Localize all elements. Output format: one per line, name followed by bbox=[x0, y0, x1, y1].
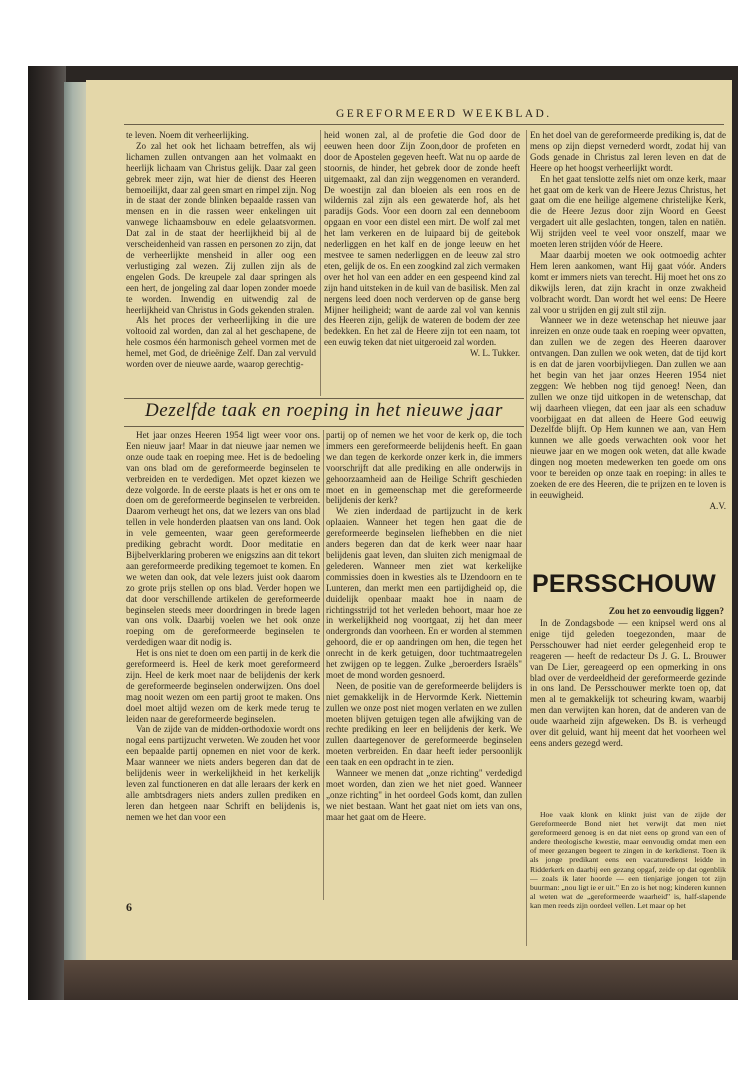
book-binding bbox=[28, 66, 66, 1000]
article-column-2 bbox=[326, 430, 522, 823]
column-rule bbox=[320, 130, 321, 396]
paragraph: En het doel van de gereformeerde prediking is, dat de mens op zijn diepst vernederd wordt, zodat hij van Gods genade in Christus zal leren leven en dat de Heere op het hoogst verheerlijkt wordt. bbox=[530, 130, 726, 173]
author-signature: W. L. Tukker. bbox=[470, 348, 520, 359]
author-signature: A.V. bbox=[709, 500, 726, 511]
paragraph: partij op of nemen we het voor de kerk op, die toch immers een gereformeerde belijdenis heeft. En gaan we dan tegen de kerkorde onzer kerk in, die immers voorschrijft dat alle prediking en alle onderwijs in gehoorzaamheid aan de Heilige Schrift geschieden moet en in gemeenschap met die gereformeerde belijdenis der kerk? bbox=[326, 430, 522, 506]
paragraph: Maar daarbij moeten we ook ootmoedig achter Hem leren aankomen, want Hij gaat vóór. Anders komt er immers niets van terecht. Hij moet het ons zo dikwijls leren, dat zijn kracht in onze zwakheid volbracht wordt. Dan wordt het wel eens: De Heere zal voor u strijden en gij zult stil zijn. bbox=[530, 249, 726, 315]
header-rule bbox=[124, 124, 724, 125]
paragraph: In de Zondagsbode — een knipsel werd ons al enige tijd geleden toegezonden, maar de Persschouwer had niet eerder gelegenheid erop te reageren — heeft de redacteur Ds J. G. L. Brouwer van De Lier, gereageerd op een opmerking in ons blad over de verdeeldheid der gereformeerde gezinde in ons land. De Persschouwer merkte toen op, dat men al te gemakkelijk tot scheuring kwam, waarbij men dan verwijten kan horen, dat de anderen van de oude waarheid zijn afgeweken. Ds B. is verheugd over dit geluid, want hij meent dat het voorheen wel eens anders gezegd werd. bbox=[530, 618, 726, 748]
paragraph: Van de zijde van de midden-orthodoxie wordt ons nogal eens partijzucht verweten. We zouden het voor een bepaalde partij opnemen en niet voor de kerk. Maar wanneer we niets anders begeren dan dat de belijdenis weer in werkelijkheid in het kerkelijk leven zal functioneren en dat alle leraars der kerk en alle ambtsdragers niets anders zullen prediken en leren dan hetgeen naar Schrift en belijdenis is, nemen we het dan voor een bbox=[126, 724, 320, 822]
page-edge-shadow bbox=[64, 960, 738, 1000]
paragraph: te leven. Noem dit verheerlijking. bbox=[126, 130, 249, 140]
persschouw-body bbox=[530, 618, 726, 749]
quote-paragraph: Hoe vaak klonk en klinkt juist van de zijde der Gereformeerde Bond niet het verwijt dat men niet gereformeerd genoeg is en dat niet eens op grond van een of andere theologische kwestie, maar eenvoudig omdat men een of meer gezangen begeert te zingen in de kerkdienst. Toen ik als jonge predikant eens een vacaturedienst leidde in Ridderkerk en daarbij een gezang opgaf, zeide op dat ogenblik — zoals ik later hoorde — een tienjarige jongen tot zijn buurman: „nou ligt ie er uit." En zo is het nog; kinderen kunnen al weten wat de „gereformeerde waarheid" is, half-slapende kan men reeds zijn oordeel vellen. Let maar op het bbox=[530, 810, 726, 910]
persschouw-quote bbox=[530, 810, 726, 910]
article-title: Dezelfde taak en roeping in het nieuwe jaar bbox=[144, 400, 504, 421]
article-column-1 bbox=[126, 430, 320, 823]
top-article-column-3 bbox=[530, 130, 726, 512]
paragraph: heid wonen zal, al de profetie die God door de eeuwen heen door Zijn Zoon,door de profeten en door de Apostelen gegeven heeft. Wat nu op aarde de stoornis, de hinder, het gebrek door de zonde heeft uitgemaakt, zal dan zijn weggenomen en veranderd. De woestijn zal dan bloeien als een roos en de wildernis zal zijn als een gewaterde hof, als het paradijs Gods. Voor een doorn zal een denneboom opgaan en voor een distel een mirt. De wolf zal met het lam verkeren en de luipaard bij de geitebok nederliggen en het kalf en de jonge leeuw en het mestvee te samen nederliggen en de leeuw zal stro eten, gelijk de os. En een zoogkind zal zich vermaken over het hol van een adder en een gespeend kind zal zijn hand uitsteken in de kuil van de basilisk. Men zal nergens leed doen noch verderven op de ganse berg Mijner heiligheid; want de aarde zal vol van kennis des Heeren zijn, gelijk de wateren de bodem der zee bedekken. En het zal de Heere zijn tot een naam, tot een euwig teken dat niet uitgeroeid zal worden. bbox=[324, 130, 520, 348]
title-rule bbox=[124, 426, 524, 427]
paragraph: We zien inderdaad de partijzucht in de kerk oplaaien. Wanneer het tegen hen gaat die de gereformeerde beginselen liefhebben en die niet anders begeren dan dat de kerk weer naar haar belijdenis gaat leven, dan sluiten zich menigmaal de gelederen. Wanneer men ziet wat kerkelijke commissies doen in kwesties als te IJzendoorn en te Lunteren, dan merkt men een partijdigheid op, die duidelijk openbaar maakt hoe in naam de richtingsstrijd tot het verleden behoort, maar hoe ze in werkelijkheid nog voortgaat, zij het dan meer ondergronds dan voorheen. En er worden al stemmen gehoord, die er op aandringen om hen, die tegen het onrecht in de kerk getuigen, door tuchtmaatregelen het zwijgen op te leggen. Zulke „beroerders Israëls" moet de mond worden gesnoerd. bbox=[326, 506, 522, 680]
paragraph: En het gaat tenslotte zelfs niet om onze kerk, maar het gaat om de kerk van de Heere Jezus Christus, het gaat om die ene heilige algemene christelijke Kerk, die de Heere Jezus door zijn Woord en Geest vergadert uit alle geslachten, tongen, talen en natiën. Wij strijden veel te veel voor onszelf, maar we moeten leren strijden vóór de Heere. bbox=[530, 173, 726, 250]
top-article-column-1 bbox=[126, 130, 316, 370]
persschouw-heading: PERSSCHOUW bbox=[532, 570, 716, 598]
paragraph: Het is ons niet te doen om een partij in de kerk die gereformeerd is. Heel de kerk moet gereformeerd zijn. Heel de kerk moet naar de belijdenis der kerk de gereformeerde beginselen onderwijzen. Ons doel mag nooit wezen om een partij groot te maken. Ons doel moet altijd wezen om de kerk mede terug te leiden naar de gereformeerde beginselen. bbox=[126, 648, 320, 724]
top-article-column-2 bbox=[324, 130, 520, 359]
paragraph: Als het proces der verheerlijking in die ure voltooid zal worden, dan zal al het geschapene, de hele cosmos één harmonisch geheel vormen met de hemel, met God, de drieënige Zelf. Dan zal vervuld worden over de nieuwe aarde, waarop gerechtig- bbox=[126, 315, 316, 370]
paragraph: Wanneer we in deze wetenschap het nieuwe jaar inreizen en onze oude taak en roeping weer opvatten, dan zullen we de zegen des Heeren daarover ontvangen. Dan zullen we ook weten, dat de tijd kort is en dat de jaren voorbijvliegen. Dan zullen we aan het begin van het jaar onzes Heeren 1954 niet zeggen: We hebben nog tijd genoeg! Neen, dan zullen we onze tijd uitkopen in de wetenschap, dat wij daarheen vliegen, dat een jaar als een schaduw voorbijgaat en dat alleen de Heere God eeuwig Dezelfde blijft. Op Hem kunnen we aan, van Hem kunnen we alle goeds verwachten ook voor het nieuwe jaar en we mogen ook weten, dat alle kwade dingen nog moeten medewerken ten goede om ons voor te bereiden op onze taak en roeping: in alles te zoeken de ere des Heeren, die te prijzen en te loven is in eeuwigheid. bbox=[530, 315, 726, 500]
page-number: 6 bbox=[126, 900, 132, 914]
column-rule bbox=[526, 130, 527, 946]
paragraph: Wanneer we menen dat „onze richting" verdedigd moet worden, dan zien we het niet goed. Wanneer „onze richting" in het oordeel Gods komt, dan zullen we niet bestaan. Want het gaat niet om iets van ons, maar het gaat om de Heere. bbox=[326, 768, 522, 822]
running-head: GEREFORMEERD WEEKBLAD. bbox=[336, 108, 552, 120]
section-rule bbox=[124, 398, 524, 399]
newspaper-page bbox=[86, 80, 732, 960]
binding-strip bbox=[64, 82, 86, 1000]
column-rule bbox=[323, 430, 324, 900]
paragraph: Zo zal het ook het lichaam betreffen, als wij lichamen zullen ontvangen aan het volmaakt en heerlijk lichaam van Christus gelijk. Daar zal geen gebrek meer zijn, wat hier de dienst des Heeren bemoeilijkt, daar zal geen smart en rimpel zijn. Nog in de staat der zonde blinken bepaalde rassen van mensen en in die rassen weer enkelingen uit vanwege lichaamsbouw en edele gelaatsvormen. Dat zal in de staat der heerlijkheid bij al de verscheidenheid van rassen en personen zo zijn, dat de verheerlijkte mensheid in aller oog een verlustiging zal wezen. Zij zullen zijn als de engelen Gods. De kreupele zal daar springen als een hert, de jongeling zal daar lopen zonder moede te worden. Inwendig en uitwendig zal de heerlijkheid van Christus in Gods gekenden stralen. bbox=[126, 140, 316, 315]
paragraph: Het jaar onzes Heeren 1954 ligt weer voor ons. Een nieuw jaar! Maar in dat nieuwe jaar nemen we onze oude taak en roeping mee. Het is de bedoeling van ons blad om de gereformeerde beginselen te verbreiden en te verdedigen. Met opzet kiezen we deze volgorde. In de eerste plaats is het er ons om te doen om de gereformeerde beginselen te verbreiden. Daarom verheugt het ons, dat we lezers van ons blad tellen in vele honderden plaatsen van ons land. Ook in vele gemeenten, waar geen gereformeerde prediking gebracht wordt. Door meditatie en Bijbelverklaring proberen we enigszins aan dit tekort aan gereformeerde prediking tegemoet te komen. En we weten dan ook, dat vele lezers juist ook daarom zo grote prijs stellen op ons blad. Verder hopen we dat door verschillende artikelen de gereformeerde beginselen steeds meer doordringen in brede lagen van ons volk. Daarbij voelen we het ook onze roeping om de gereformeerde beginselen te verdedigen waar dit nodig is. bbox=[126, 430, 320, 648]
paragraph: Neen, de positie van de gereformeerde belijders is niet gemakkelijk in de Hervormde Kerk. Niettemin zullen we onze post niet mogen verlaten en we zullen moeten blijven getuigen tegen alle afwijking van de rechte prediking en leer en belijdenis der kerk. We zullen daartegenover de gereformeerde beginselen moeten verbreiden. En daar heeft ieder persoonlijk een taak en een opdracht in te zien. bbox=[326, 680, 522, 768]
persschouw-subtitle: Zou het zo eenvoudig liggen? bbox=[608, 607, 724, 617]
